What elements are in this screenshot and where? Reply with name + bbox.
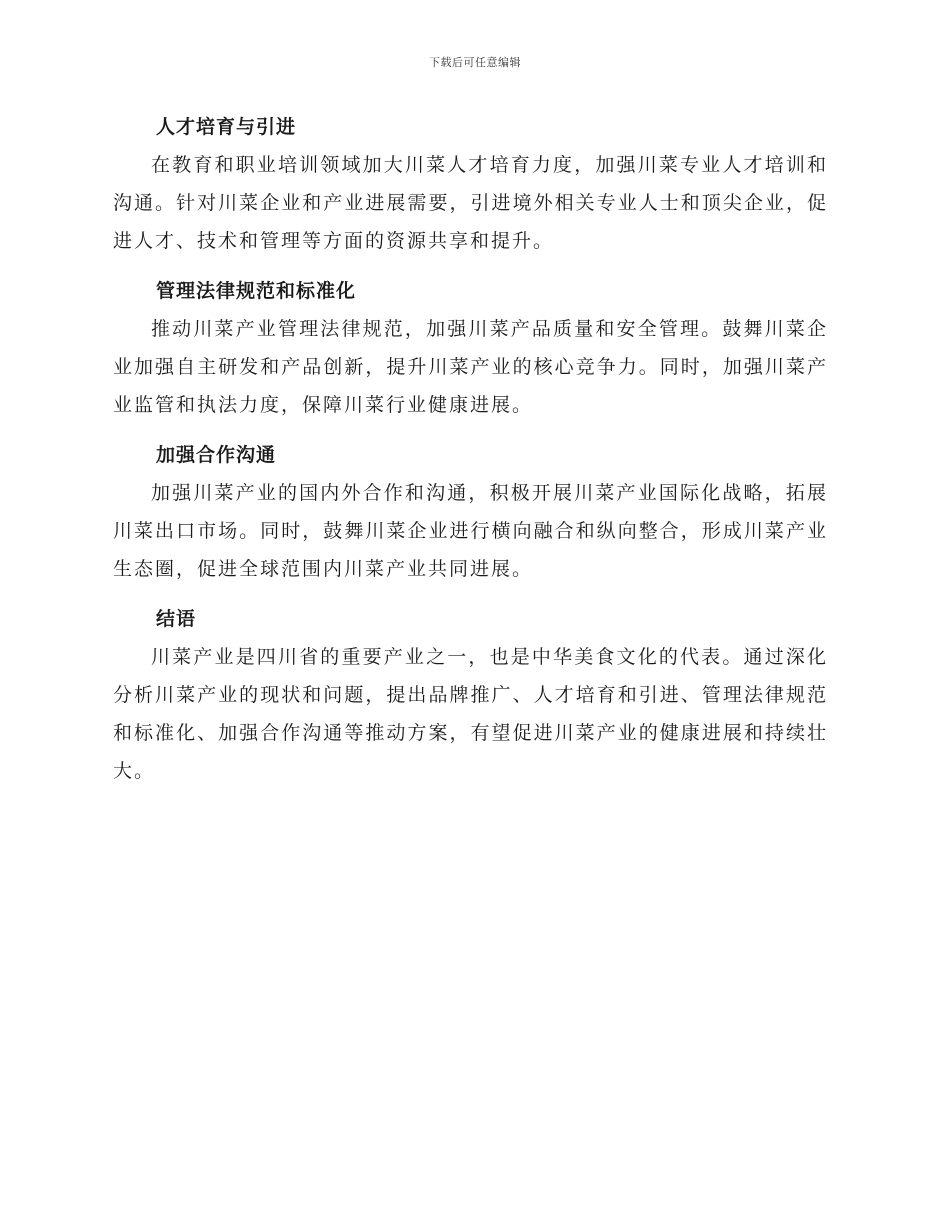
section-heading-regulation: 管理法律规范和标准化 [156, 280, 357, 302]
section-paragraph-regulation: 推动川菜产业管理法律规范，加强川菜产品质量和安全管理。鼓舞川菜企业加强自主研发和产品创新，提升川菜产业的核心竞争力。同时，加强川菜产业监管和执法力度，保障川菜行业健康进展。 [113, 318, 828, 416]
section-heading-talent: 人才培育与引进 [156, 116, 297, 138]
document-body [113, 108, 828, 802]
section-paragraph-talent: 在教育和职业培训领域加大川菜人才培育力度，加强川菜专业人才培训和沟通。针对川菜企业和产业进展需要，引进境外相关专业人士和顶尖企业，促进人才、技术和管理等方面的资源共享和提升。 [113, 154, 828, 252]
section-paragraph-cooperation: 加强川菜产业的国内外合作和沟通，积极开展川菜产业国际化战略，拓展川菜出口市场。同时，鼓舞川菜企业进行横向融合和纵向整合，形成川菜产业生态圈，促进全球范围内川菜产业共同进展。 [113, 482, 828, 580]
section-heading-cooperation: 加强合作沟通 [156, 444, 277, 466]
section-paragraph-conclusion: 川菜产业是四川省的重要产业之一，也是中华美食文化的代表。通过深化分析川菜产业的现状和问题，提出品牌推广、人才培育和引进、管理法律规范和标准化、加强合作沟通等推动方案，有望促进川菜产业的健康进展和持续壮大。 [113, 646, 828, 782]
page-header-note: 下载后可任意编辑 [429, 56, 521, 69]
section-heading-conclusion: 结语 [156, 608, 197, 630]
